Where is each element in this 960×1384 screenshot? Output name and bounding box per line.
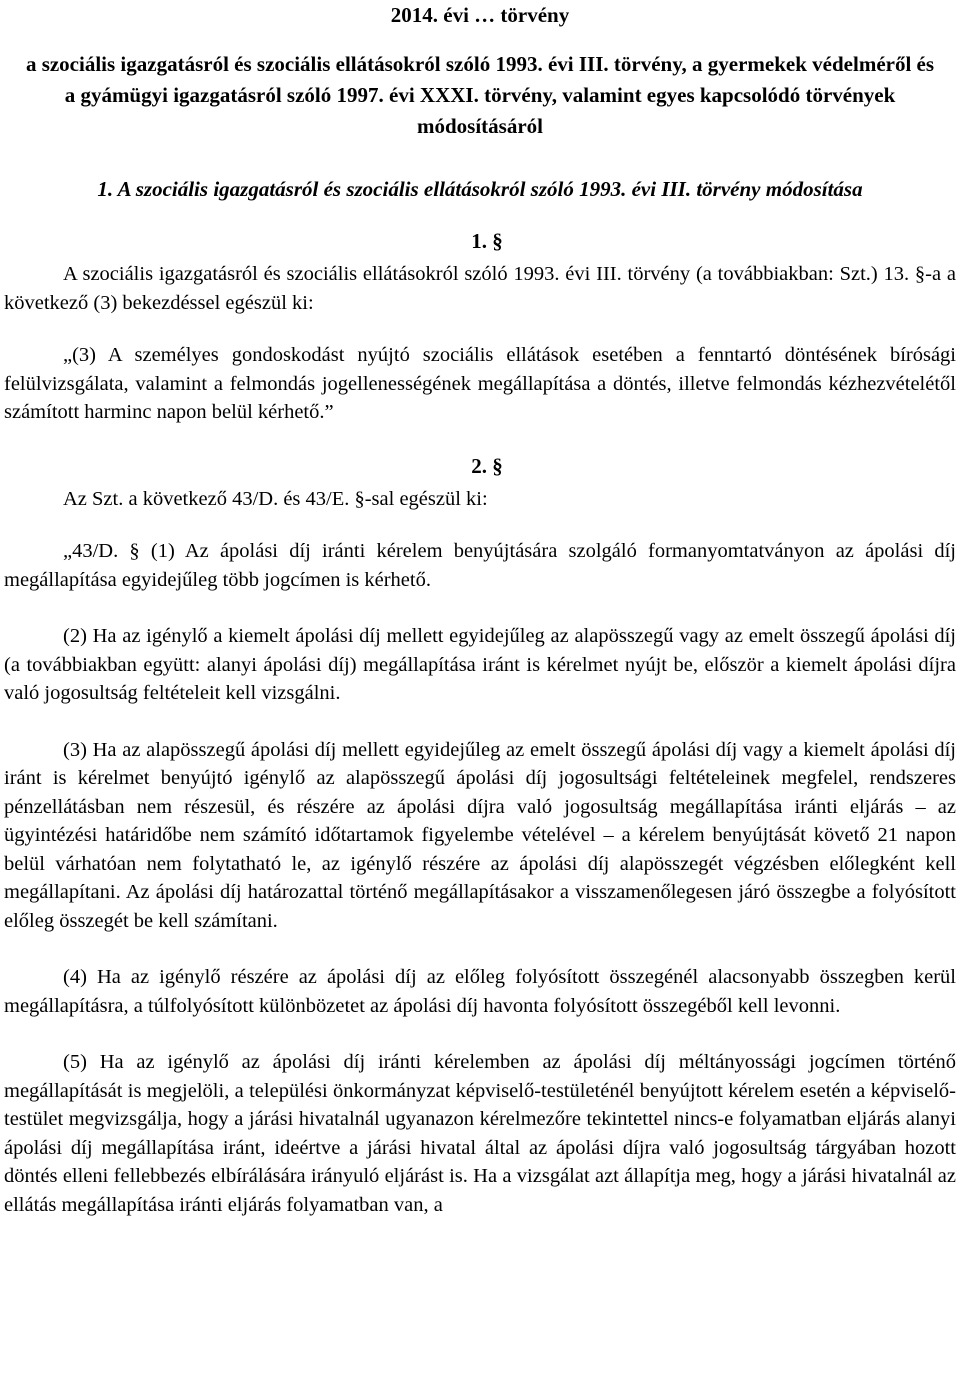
section-43d-subsection-4: (4) Ha az igénylő részére az ápolási díj az előleg folyósított összegénél alacsonyabb összegben kerül megállapításra, a túlfolyósított különbözetet az ápolási díj havonta folyósított összegéből kell levonni. (4, 966, 956, 1017)
document-subtitle: a szociális igazgatásról és szociális ellátásokról szóló 1993. évi III. törvény, a gyermekek védelméről és a gyámügyi igazgatásról szóló 1997. évi XXXI. törvény, valamint egyes kapcsolódó törvények módosításáról (25, 52, 935, 138)
paragraph-number-2: 2. § (471, 453, 503, 478)
section-43d-subsection-2: (2) Ha az igénylő a kiemelt ápolási díj mellett egyidejűleg az alapösszegű vagy az emelt összegű ápolási díj (a továbbiakban együtt: alanyi ápolási díj) megállapítása iránt is kérelmet nyújt be, először a kiemelt ápolási díjra való jogosultság feltételeit kell vizsgálni. (4, 625, 956, 704)
paragraph-1-intro: A szociális igazgatásról és szociális ellátásokról szóló 1993. évi III. törvény (a továbbiakban: Szt.) 13. §-a a következő (3) bekezdéssel egészül ki: (4, 263, 956, 314)
section-heading: 1. A szociális igazgatásról és szociális ellátásokról szóló 1993. évi III. törvény módosítása (97, 177, 863, 201)
document-title: 2014. évi … törvény (390, 3, 570, 27)
paragraph-1-quote: „(3) A személyes gondoskodást nyújtó szociális ellátások esetében a fenntartó döntésének bírósági felülvizsgálata, valamint a felmondás jogellenességének megállapítása a döntés, illetve felmondás kézhezvételétől számított harminc napon belül kérhető.” (4, 344, 956, 423)
section-43d-subsection-5: (5) Ha az igénylő az ápolási díj iránti kérelemben az ápolási díj méltányossági jogcímen történő megállapítását is megjelöli, a települési önkormányzat képviselő-testületénél benyújtott kérelem esetén a képviselő-testület megvizsgálja, hogy a járási hivatalnál ugyanazon kérelmezőre tekintettel nincs-e folyamatban eljárás alanyi ápolási díj megállapítása iránt, ideértve a járási hivatal által az ápolási díjra való jogosultság tárgyában hozott döntés elleni fellebbezés elbírálására irányuló eljárást is. Ha a vizsgálat azt állapítja meg, hogy a járási hivatalnál az ellátás megállapítása iránti eljárás folyamatban van, a (4, 1051, 956, 1216)
paragraph-number-1: 1. § (471, 229, 503, 253)
paragraph-2-intro: Az Szt. a következő 43/D. és 43/E. §-sal egészül ki: (63, 487, 488, 510)
section-43d-subsection-1: „43/D. § (1) Az ápolási díj iránti kérelem benyújtására szolgáló formanyomtatványon az ápolási díj megállapítása egyidejűleg több jogcímen is kérhető. (4, 540, 956, 591)
section-43d-subsection-3: (3) Ha az alapösszegű ápolási díj mellett egyidejűleg az emelt összegű ápolási díj vagy a kiemelt ápolási díj iránt is kérelmet benyújtó igénylő az alapösszegű ápolási díj jogosultsági feltételeinek megfelel, rendszeres pénzellátásban nem részesül, és részére az ápolási díjra való jogosultság megállapítása iránti eljárás – az ügyintézési határidőbe nem számító időtartamok figyelembe vételével – a kérelem benyújtását követő 21 napon belül várhatóan nem folytatható le, az igénylő részére az ápolási díj alapösszegét végzésben előlegként kell megállapítani. Az ápolási díj határozattal történő megállapításakor a visszamenőlegesen járó összegbe a folyósított előleg összegét be kell számítani. (4, 738, 956, 932)
